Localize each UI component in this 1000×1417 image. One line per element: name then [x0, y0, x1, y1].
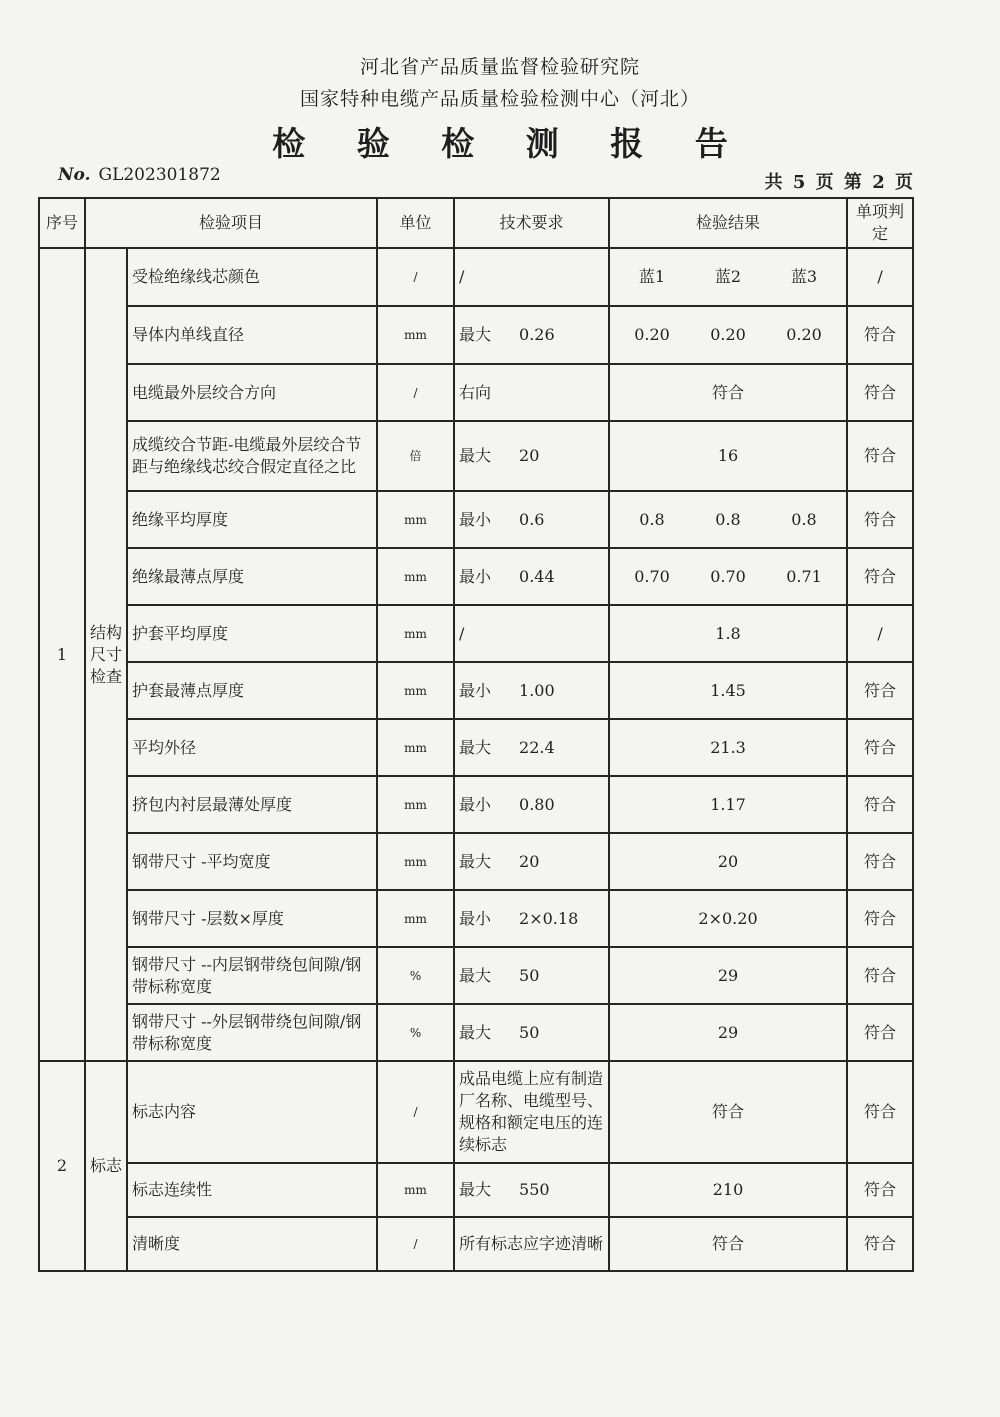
item-requirement	[454, 662, 609, 719]
table-row	[39, 421, 913, 491]
item-name: 标志连续性	[127, 1163, 377, 1217]
item-requirement	[454, 248, 609, 306]
table-row	[39, 1061, 913, 1163]
requirement-label: 最大	[459, 737, 492, 757]
result-value: 0.8	[639, 509, 665, 529]
result-value: 0.20	[786, 325, 822, 344]
item-requirement	[454, 1163, 609, 1217]
item-name: 钢带尺寸 --外层钢带绕包间隙/钢带标称宽度	[127, 1004, 377, 1061]
item-unit: mm	[377, 306, 454, 364]
table-row	[39, 491, 913, 548]
col-header-requirement: 技术要求	[454, 198, 609, 248]
item-verdict: 符合	[847, 947, 913, 1004]
item-name: 绝缘最薄点厚度	[127, 548, 377, 605]
item-verdict: 符合	[847, 1163, 913, 1217]
item-verdict: 符合	[847, 1004, 913, 1061]
table-row	[39, 890, 913, 947]
item-verdict: 符合	[847, 719, 913, 776]
item-name: 护套平均厚度	[127, 605, 377, 662]
requirement-label: 最小	[459, 794, 492, 814]
col-header-seq: 序号	[39, 198, 85, 248]
table-row	[39, 1217, 913, 1271]
item-unit: mm	[377, 662, 454, 719]
item-requirement	[454, 605, 609, 662]
item-requirement	[454, 776, 609, 833]
item-name: 成缆绞合节距-电缆最外层绞合节距与绝缘线芯绞合假定直径之比	[127, 421, 377, 491]
item-name: 受检绝缘线芯颜色	[127, 248, 377, 306]
item-result: 1.45	[609, 662, 847, 719]
col-header-result: 检验结果	[609, 198, 847, 248]
requirement-value: 1.00	[519, 680, 555, 700]
requirement-label: 右向	[459, 382, 492, 402]
item-unit: /	[377, 1217, 454, 1271]
result-value: 0.8	[791, 509, 817, 529]
item-name: 钢带尺寸 --内层钢带绕包间隙/钢带标称宽度	[127, 947, 377, 1004]
table-row	[39, 248, 913, 306]
item-result: 符合	[609, 364, 847, 421]
result-value: 0.71	[786, 566, 822, 586]
result-value: 蓝3	[790, 267, 818, 286]
item-result: 20	[609, 833, 847, 890]
item-verdict: 符合	[847, 662, 913, 719]
item-name: 绝缘平均厚度	[127, 491, 377, 548]
requirement-label: 最大	[459, 1022, 492, 1042]
report-title: 检 验 检 测 报 告	[272, 124, 748, 163]
requirement-label: 所有标志应字迹清晰	[459, 1234, 604, 1253]
requirement-value: 0.26	[519, 325, 555, 344]
col-header-unit: 单位	[377, 198, 454, 248]
item-requirement	[454, 306, 609, 364]
requirement-label: 最大	[459, 851, 492, 871]
item-result: 符合	[609, 1061, 847, 1163]
item-unit: /	[377, 248, 454, 306]
table-row	[39, 776, 913, 833]
item-verdict: /	[847, 248, 913, 306]
result-value: 蓝2	[714, 267, 742, 286]
item-result: 29	[609, 947, 847, 1004]
item-name: 标志内容	[127, 1061, 377, 1163]
requirement-value: 0.44	[519, 566, 555, 586]
item-requirement	[454, 1061, 609, 1163]
item-requirement	[454, 833, 609, 890]
item-name: 电缆最外层绞合方向	[127, 364, 377, 421]
result-value: 蓝1	[638, 267, 666, 286]
item-requirement	[454, 548, 609, 605]
item-unit: 倍	[377, 421, 454, 491]
inspection-table	[38, 197, 914, 1272]
item-unit: /	[377, 364, 454, 421]
item-verdict: 符合	[847, 1217, 913, 1271]
requirement-label: 最小	[459, 509, 492, 529]
requirement-label: /	[459, 623, 465, 643]
group-seq: 2	[39, 1061, 85, 1271]
requirement-value: 50	[519, 1022, 540, 1042]
requirement-value: 550	[519, 1180, 550, 1199]
requirement-label: 最大	[459, 965, 492, 985]
item-unit: mm	[377, 719, 454, 776]
item-unit: mm	[377, 605, 454, 662]
item-name: 平均外径	[127, 719, 377, 776]
result-value: 0.70	[634, 566, 670, 586]
page-info: 共 5 页 第 2 页	[764, 172, 915, 193]
table-row	[39, 306, 913, 364]
item-requirement	[454, 890, 609, 947]
requirement-label: 最大	[459, 1180, 492, 1199]
table-row	[39, 1004, 913, 1061]
item-verdict: 符合	[847, 421, 913, 491]
item-result: 29	[609, 1004, 847, 1061]
result-value: 0.20	[710, 325, 746, 344]
table-row	[39, 719, 913, 776]
group-name: 结构尺寸检查	[85, 248, 127, 1061]
item-name: 钢带尺寸 -层数×厚度	[127, 890, 377, 947]
item-name: 清晰度	[127, 1217, 377, 1271]
requirement-label: 最大	[459, 325, 492, 344]
requirement-value: 20	[519, 446, 540, 465]
item-result	[609, 306, 847, 364]
item-unit: mm	[377, 548, 454, 605]
item-unit: mm	[377, 776, 454, 833]
item-verdict: 符合	[847, 890, 913, 947]
item-result	[609, 248, 847, 306]
item-requirement	[454, 947, 609, 1004]
group-name: 标志	[85, 1061, 127, 1271]
item-verdict: 符合	[847, 548, 913, 605]
item-name: 导体内单线直径	[127, 306, 377, 364]
item-unit: mm	[377, 833, 454, 890]
col-header-verdict: 单项判定	[847, 198, 913, 248]
item-verdict: 符合	[847, 491, 913, 548]
item-requirement	[454, 1004, 609, 1061]
result-value: 0.8	[715, 509, 741, 529]
report-number	[58, 165, 221, 185]
item-unit: mm	[377, 890, 454, 947]
item-unit: mm	[377, 491, 454, 548]
table-row	[39, 605, 913, 662]
item-result: 2×0.20	[609, 890, 847, 947]
item-result: 1.17	[609, 776, 847, 833]
item-verdict: 符合	[847, 306, 913, 364]
table-row	[39, 364, 913, 421]
group-seq: 1	[39, 248, 85, 1061]
report-number-label: No.	[58, 165, 91, 185]
requirement-label: 最小	[459, 908, 492, 928]
requirement-value: 0.80	[519, 794, 555, 814]
item-unit: /	[377, 1061, 454, 1163]
item-result	[609, 548, 847, 605]
item-verdict: 符合	[847, 776, 913, 833]
requirement-value: 50	[519, 965, 540, 985]
org-line-2: 国家特种电缆产品质量检验检测中心（河北）	[299, 88, 700, 110]
item-result	[609, 491, 847, 548]
table-row	[39, 548, 913, 605]
requirement-label: 最小	[459, 680, 492, 700]
requirement-value: 22.4	[519, 737, 555, 757]
item-name: 护套最薄点厚度	[127, 662, 377, 719]
report-number-value: GL202301872	[98, 165, 221, 185]
item-verdict: /	[847, 605, 913, 662]
item-unit: %	[377, 1004, 454, 1061]
requirement-value: 2×0.18	[519, 908, 579, 928]
item-requirement	[454, 364, 609, 421]
requirement-value: 0.6	[519, 509, 545, 529]
item-result: 1.8	[609, 605, 847, 662]
item-name: 钢带尺寸 -平均宽度	[127, 833, 377, 890]
item-requirement	[454, 421, 609, 491]
requirement-label: 成品电缆上应有制造厂名称、电缆型号、规格和额定电压的连续标志	[459, 1069, 604, 1154]
item-unit: mm	[377, 1163, 454, 1217]
requirement-value: 20	[519, 851, 540, 871]
item-verdict: 符合	[847, 833, 913, 890]
requirement-label: /	[459, 267, 465, 286]
item-requirement	[454, 719, 609, 776]
requirement-label: 最大	[459, 446, 492, 465]
org-line-1: 河北省产品质量监督检验研究院	[359, 56, 640, 78]
item-verdict: 符合	[847, 364, 913, 421]
item-result: 21.3	[609, 719, 847, 776]
table-row	[39, 1163, 913, 1217]
result-value: 0.20	[634, 325, 670, 344]
table-row	[39, 662, 913, 719]
table-row	[39, 833, 913, 890]
item-requirement	[454, 1217, 609, 1271]
requirement-label: 最小	[459, 566, 492, 586]
item-requirement	[454, 491, 609, 548]
result-value: 0.70	[710, 566, 746, 586]
item-result: 210	[609, 1163, 847, 1217]
item-name: 挤包内衬层最薄处厚度	[127, 776, 377, 833]
item-unit: %	[377, 947, 454, 1004]
item-result: 符合	[609, 1217, 847, 1271]
item-verdict: 符合	[847, 1061, 913, 1163]
table-header-row	[39, 198, 913, 248]
table-row	[39, 947, 913, 1004]
item-result: 16	[609, 421, 847, 491]
col-header-item: 检验项目	[85, 198, 377, 248]
